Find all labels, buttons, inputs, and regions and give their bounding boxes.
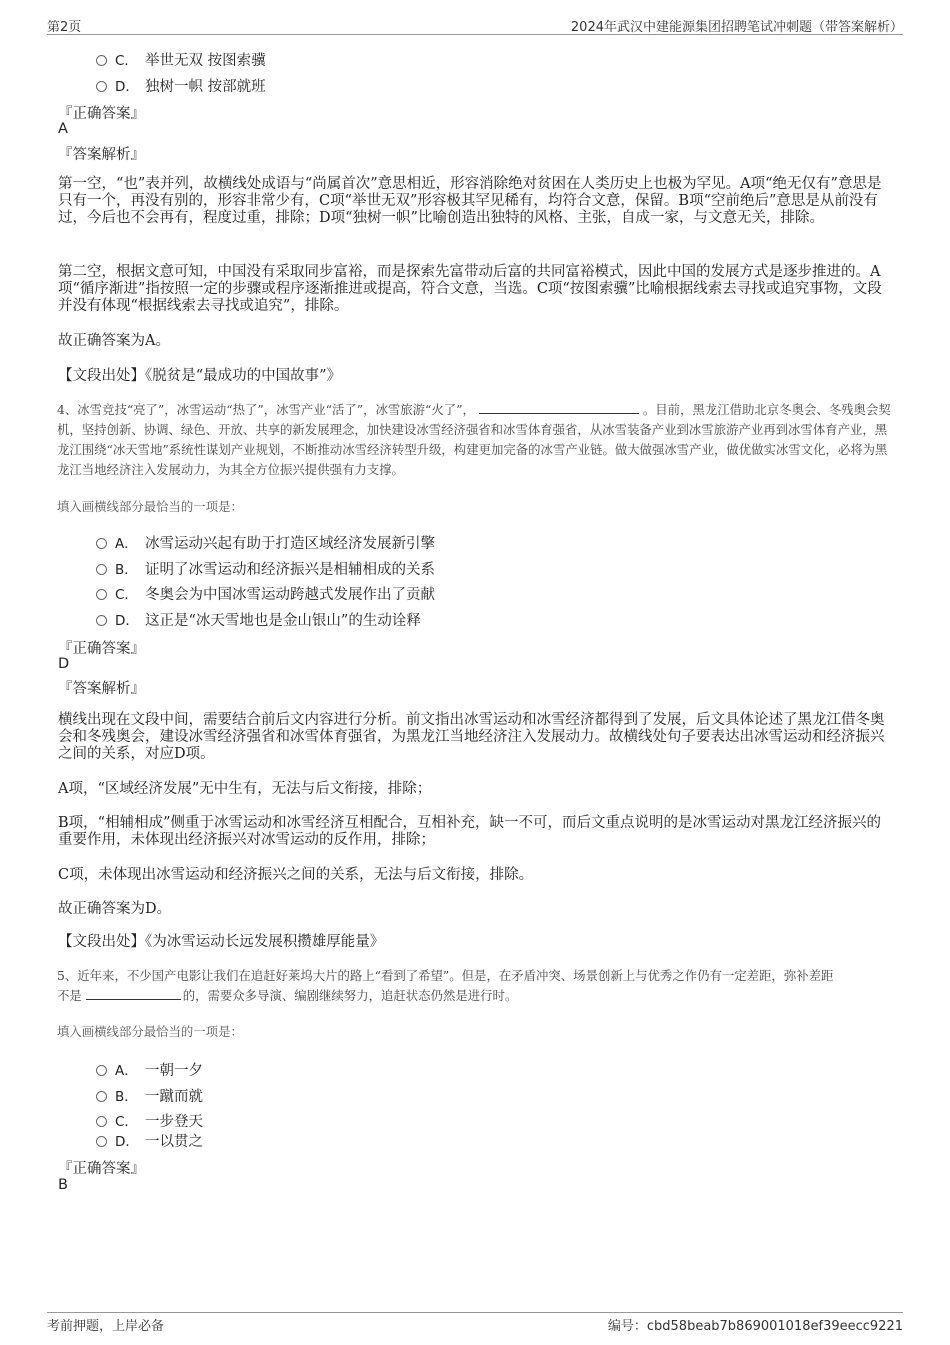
option-c[interactable]: C． 一步登天 [96, 1110, 203, 1131]
correct-answer-value: B [58, 1177, 68, 1193]
option-d[interactable]: D． 这正是“冰天雪地也是金山银山”的生动诠释 [96, 609, 421, 630]
blank-line [86, 987, 181, 1000]
radio-icon[interactable] [96, 615, 107, 626]
source-citation: 【文段出处】《脱贫是“最成功的中国故事”》 [58, 368, 342, 384]
option-b[interactable]: B． 一蹴而就 [96, 1085, 203, 1106]
blank-line [479, 401, 639, 414]
analysis-conclusion: 故正确答案为D。 [58, 901, 172, 917]
radio-icon[interactable] [96, 55, 107, 66]
analysis-label: 『答案解析』 [58, 147, 145, 163]
fill-prompt: 填入画横线部分最恰当的一项是： [57, 1024, 243, 1039]
analysis-label: 『答案解析』 [58, 681, 145, 697]
analysis-paragraph: 第一空，“也”表并列，故横线处成语与“尚属首次”意思相近，形容消除绝对贫困在人类历史上也极为罕见。A项“绝无仅有”意思是只有一个，再没有别的，形容非常少有，C项“举世无双”形容极其罕见稀有，均符合文意，保留。B项“空前绝后”意思是从前没有过，今后也不会再有，程度过重，排除；D项“独树一帜”比喻创造出独特的风格、主张，自成一家，与文意无关，排除。 [58, 176, 882, 226]
radio-icon[interactable] [96, 538, 107, 549]
option-d[interactable]: D． 独树一帜 按部就班 [96, 75, 266, 96]
option-a[interactable]: A． 冰雪运动兴起有助于打造区域经济发展新引擎 [96, 532, 435, 553]
analysis-paragraph: 第二空，根据文意可知，中国没有采取同步富裕，而是探索先富带动后富的共同富裕模式，因此中国的发展方式是逐步推进的。A项“循序渐进”指按照一定的步骤或程序逐渐推进或提高，符合文意，当选。C项“按图索骥”比喻根据线索去寻找或追究事物，文段并没有体现“根据线索去寻找或追究”，排除。 [58, 264, 882, 314]
document-code: 编号：cbd58beab7b869001018ef39eecc9221 [607, 1319, 903, 1334]
radio-icon[interactable] [96, 589, 107, 600]
source-citation: 【文段出处】《为冰雪运动长远发展积攒雄厚能量》 [58, 934, 385, 950]
option-c[interactable]: C． 冬奥会为中国冰雪运动跨越式发展作出了贡献 [96, 583, 435, 604]
correct-answer-label: 『正确答案』 [58, 641, 145, 657]
footer-slogan: 考前押题，上岸必备 [47, 1319, 165, 1334]
analysis-conclusion: 故正确答案为A。 [58, 333, 170, 349]
correct-answer-value: A [58, 121, 68, 137]
document-title: 2024年武汉中建能源集团招聘笔试冲刺题（带答案解析） [570, 20, 903, 35]
option-c[interactable]: C． 举世无双 按图索骥 [96, 49, 266, 70]
radio-icon[interactable] [96, 81, 107, 92]
option-b[interactable]: B． 证明了冰雪运动和经济振兴是相辅相成的关系 [96, 558, 435, 579]
option-a[interactable]: A． 一朝一夕 [96, 1059, 203, 1080]
radio-icon[interactable] [96, 564, 107, 575]
question-text: 4、冰雪竞技“亮了”，冰雪运动“热了”，冰雪产业“活了”，冰雪旅游“火了”， 。目前，黑龙江借助北京冬奥会、冬残奥会契机，坚持创新、协调、绿色、开放、共享的新发展理念，加快建设冰雪经济强省和冰雪体育强省，从冰雪装备产业到冰雪旅游产业再到冰雪体育产业，黑龙江围绕“冰天雪地”系统性谋划产业规划，不断推动冰雪经济转型升级，构建更加完备的冰雪产业链。做大做强冰雪产业，做优做实冰雪文化，必将为黑龙江当地经济注入发展动力，为其全方位振兴提供强有力支撑。 [57, 402, 891, 477]
correct-answer-label: 『正确答案』 [58, 106, 145, 122]
radio-icon[interactable] [96, 1065, 107, 1076]
radio-icon[interactable] [96, 1136, 107, 1147]
analysis-paragraph: B项，“相辅相成”侧重于冰雪运动和冰雪经济互相配合，互相补充，缺一不可，而后文重点说明的是冰雪运动对黑龙江经济振兴的重要作用，未体现出经济振兴对冰雪运动的反作用，排除； [58, 815, 881, 848]
page-header [47, 14, 903, 35]
correct-answer-value: D [58, 656, 70, 672]
analysis-paragraph: C项，未体现出冰雪运动和经济振兴之间的关系，无法与后文衔接，排除。 [58, 867, 534, 883]
option-d[interactable]: D． 一以贯之 [96, 1130, 203, 1151]
question-text: 5、近年来，不少国产电影让我们在追赶好莱坞大片的路上“看到了希望”。但是，在矛盾冲突、场景创新上与优秀之作仍有一定差距，弥补差距 不是 的，需要众多导演、编剧继续努力，追赶状态仍然是进行时。 [57, 968, 834, 1003]
analysis-paragraph: A项，“区域经济发展”无中生有，无法与后文衔接，排除； [58, 781, 432, 797]
page-number: 第2页 [47, 20, 82, 35]
correct-answer-label: 『正确答案』 [58, 1161, 145, 1177]
page-footer [47, 1312, 903, 1333]
radio-icon[interactable] [96, 1116, 107, 1127]
radio-icon[interactable] [96, 1091, 107, 1102]
fill-prompt: 填入画横线部分最恰当的一项是： [57, 499, 243, 514]
analysis-paragraph: 横线出现在文段中间，需要结合前后文内容进行分析。前文指出冰雪运动和冰雪经济都得到了发展，后文具体论述了黑龙江借冬奥会和冬残奥会，建设冰雪经济强省和冰雪体育强省，为黑龙江当地经济注入发展动力。故横线处句子要表达出冰雪运动和经济振兴之间的关系，对应D项。 [58, 712, 885, 762]
